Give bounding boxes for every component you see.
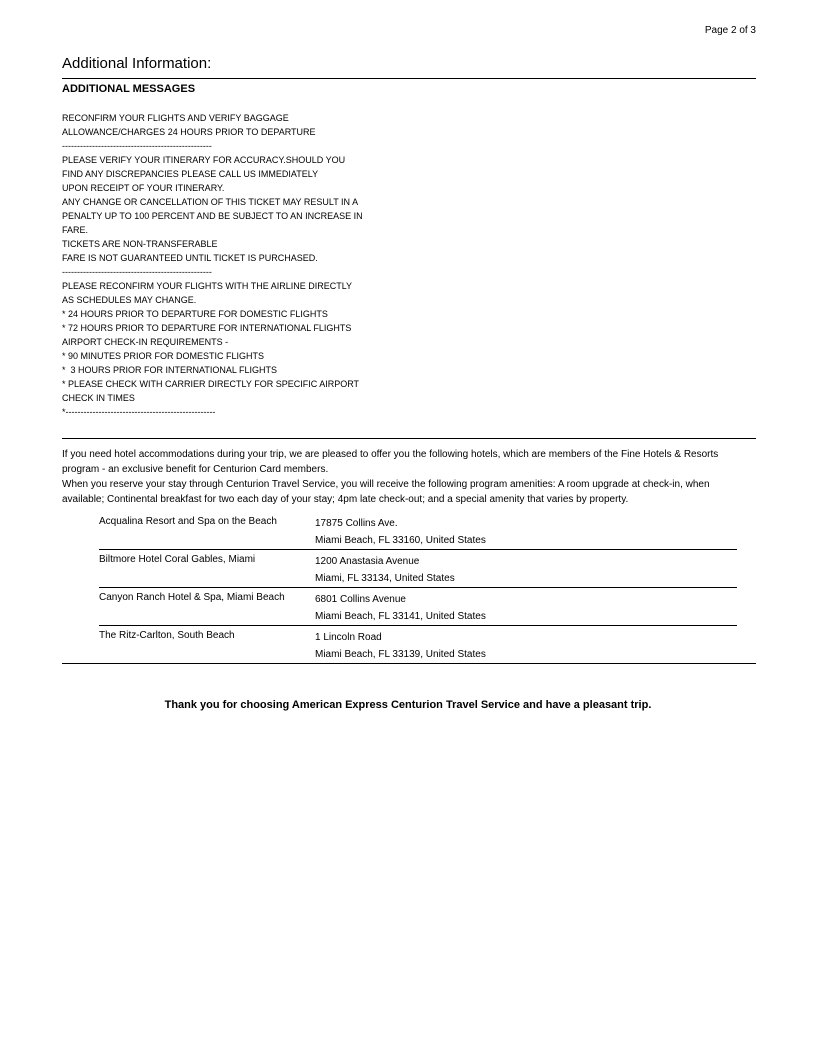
hotel-address — [315, 629, 486, 663]
message-line: FIND ANY DISCREPANCIES PLEASE CALL US IMMEDIATELY — [62, 169, 319, 179]
hotel-intro-paragraph: If you need hotel accommodations during your trip, we are pleased to offer you the following hotels, which are members of the Fine Hotels & Resorts program - an exclusive benefit for Centurion Card members. — [62, 449, 719, 475]
messages-heading: ADDITIONAL MESSAGES — [62, 83, 196, 95]
message-line: UPON RECEIPT OF YOUR ITINERARY. — [62, 183, 225, 193]
section-divider-top — [62, 78, 756, 79]
hotel-address — [315, 553, 455, 587]
hotel-address — [315, 591, 486, 625]
message-line: PLEASE VERIFY YOUR ITINERARY FOR ACCURACY.SHOULD YOU — [62, 155, 346, 165]
message-line: ANY CHANGE OR CANCELLATION OF THIS TICKET MAY RESULT IN A — [62, 197, 359, 207]
hotel-table — [62, 513, 756, 665]
message-line: FARE IS NOT GUARANTEED UNTIL TICKET IS PURCHASED. — [62, 253, 318, 263]
hotel-row — [99, 513, 737, 550]
hotel-address-line: 6801 Collins Avenue — [315, 594, 406, 605]
hotel-address-line: Miami Beach, FL 33141, United States — [315, 611, 486, 622]
hotel-intro — [62, 447, 752, 507]
message-line: AS SCHEDULES MAY CHANGE. — [62, 295, 197, 305]
hotel-address — [315, 515, 486, 549]
message-line: FARE. — [62, 225, 89, 235]
section-divider-mid — [62, 438, 756, 439]
section-title: Additional Information: — [62, 55, 212, 72]
page-number: Page 2 of 3 — [704, 25, 756, 36]
message-line: * 3 HOURS PRIOR FOR INTERNATIONAL FLIGHTS — [62, 365, 278, 375]
message-line: *-------------------------------------------------- — [62, 407, 216, 417]
hotel-address-line: Miami Beach, FL 33139, United States — [315, 649, 486, 660]
message-line: RECONFIRM YOUR FLIGHTS AND VERIFY BAGGAGE — [62, 113, 289, 123]
hotel-row — [99, 551, 737, 588]
hotel-name: Canyon Ranch Hotel & Spa, Miami Beach — [99, 592, 285, 603]
message-line: CHECK IN TIMES — [62, 393, 135, 403]
hotel-name: The Ritz-Carlton, South Beach — [99, 630, 235, 641]
closing-message: Thank you for choosing American Express Centurion Travel Service and have a pleasant trip. — [164, 699, 652, 711]
message-line: * PLEASE CHECK WITH CARRIER DIRECTLY FOR SPECIFIC AIRPORT — [62, 379, 360, 389]
message-line: -------------------------------------------------- — [62, 141, 212, 151]
message-line: PENALTY UP TO 100 PERCENT AND BE SUBJECT TO AN INCREASE IN — [62, 211, 363, 221]
message-line: -------------------------------------------------- — [62, 267, 212, 277]
message-line: * 90 MINUTES PRIOR FOR DOMESTIC FLIGHTS — [62, 351, 265, 361]
hotel-name: Acqualina Resort and Spa on the Beach — [99, 516, 277, 527]
hotel-address-line: Miami, FL 33134, United States — [315, 573, 455, 584]
hotel-address-line: 1 Lincoln Road — [315, 632, 382, 643]
hotel-row — [99, 589, 737, 626]
hotel-row — [62, 627, 756, 664]
hotel-name: Biltmore Hotel Coral Gables, Miami — [99, 554, 256, 565]
messages-block — [62, 111, 462, 419]
message-line: PLEASE RECONFIRM YOUR FLIGHTS WITH THE AIRLINE DIRECTLY — [62, 281, 353, 291]
hotel-address-line: 17875 Collins Ave. — [315, 518, 398, 529]
message-line: * 72 HOURS PRIOR TO DEPARTURE FOR INTERNATIONAL FLIGHTS — [62, 323, 352, 333]
hotel-address-line: 1200 Anastasia Avenue — [315, 556, 420, 567]
message-line: TICKETS ARE NON-TRANSFERABLE — [62, 239, 218, 249]
message-line: ALLOWANCE/CHARGES 24 HOURS PRIOR TO DEPARTURE — [62, 127, 316, 137]
message-line: * 24 HOURS PRIOR TO DEPARTURE FOR DOMESTIC FLIGHTS — [62, 309, 328, 319]
message-line: AIRPORT CHECK-IN REQUIREMENTS - — [62, 337, 229, 347]
hotel-address-line: Miami Beach, FL 33160, United States — [315, 535, 486, 546]
hotel-intro-paragraph: When you reserve your stay through Centurion Travel Service, you will receive the following program amenities: A room upgrade at check-in, when available; Continental breakfast for two each day of your stay; 4pm late check-out; and a special amenity that varies by property. — [62, 479, 710, 505]
